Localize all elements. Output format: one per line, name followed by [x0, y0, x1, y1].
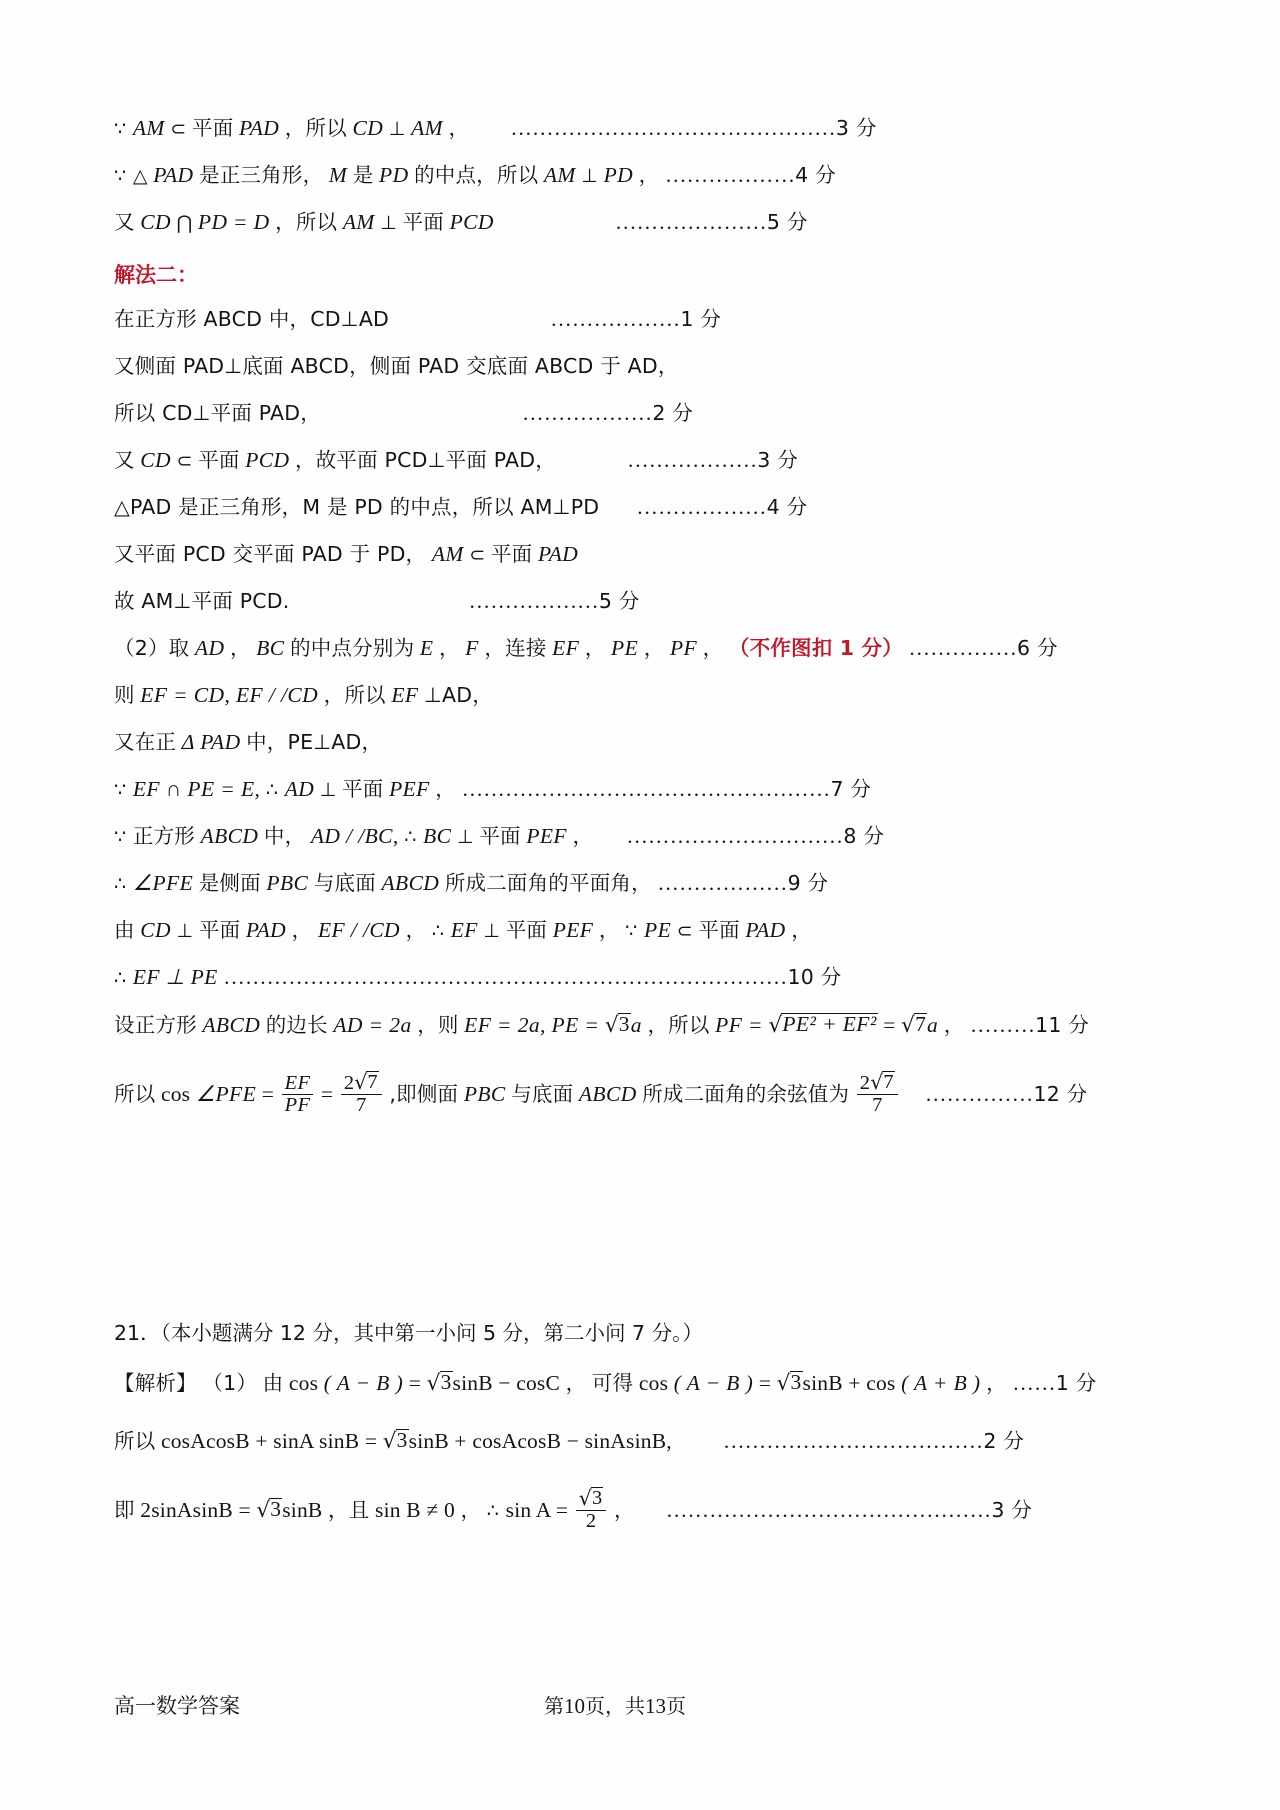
label-plane: 平面	[342, 777, 384, 801]
score-label: 1 分	[1055, 1371, 1097, 1395]
sqrt-3: √3	[604, 1012, 630, 1038]
text-then: ，则	[417, 1013, 459, 1037]
score-label: 4 分	[795, 163, 836, 187]
fraction-2sqrt7-over-7	[341, 1072, 382, 1117]
text-so: ，所以	[323, 683, 386, 707]
dots-leader: ………………	[657, 871, 788, 895]
m2-line-7-text: 故 AM⊥平面 PCD.	[114, 589, 290, 613]
score-label: 3 分	[835, 116, 877, 140]
equals-symbol: =	[408, 1371, 422, 1395]
m2-line-5	[114, 497, 1172, 544]
math-m: M	[328, 163, 348, 187]
score-label: 1 分	[680, 307, 722, 331]
score-label: 11 分	[1035, 1013, 1090, 1037]
line-pe-perp-ad	[114, 732, 1172, 779]
math-ef-cd-expr: EF = CD, EF / /CD	[140, 683, 319, 707]
label-therefore-cn: ，所以	[284, 116, 347, 140]
math-e: E	[419, 636, 434, 660]
sqrt-3: √3	[776, 1370, 802, 1396]
text-that-is: 即	[114, 1497, 135, 1522]
text-from: 由	[262, 1371, 284, 1395]
math-pef: PEF	[552, 918, 594, 942]
solution-line-12points	[114, 1072, 1172, 1146]
math-equals-d: = D	[232, 210, 270, 234]
solution-line-10points	[114, 967, 1172, 1014]
equals-symbol: =	[320, 1081, 334, 1106]
math-pf-equals: PF =	[715, 1013, 763, 1037]
m2-line-4	[114, 450, 1172, 497]
math-am-2: AM	[411, 116, 443, 140]
coefficient-2: 2	[343, 1072, 355, 1094]
section-gap	[114, 1146, 1172, 1316]
math-ad-2a: AD = 2a	[333, 1013, 412, 1037]
perp-symbol: ⊥	[380, 212, 398, 234]
math-abcd: ABCD	[202, 1013, 261, 1037]
text-is: 是	[352, 163, 374, 187]
math-cd: CD	[140, 918, 171, 942]
math-pad: PAD	[238, 116, 280, 140]
fraction-denominator: 7	[857, 1094, 898, 1116]
math-ad: AD	[284, 777, 315, 801]
m2-line-1	[114, 309, 1172, 356]
label-plane: 平面	[192, 116, 234, 140]
fraction-answer-2sqrt7-over-7	[857, 1072, 898, 1117]
comma: ，	[229, 636, 251, 660]
footer-pagination	[544, 1690, 686, 1719]
part-1-label: （1）	[202, 1371, 258, 1395]
math-abcd: ABCD	[200, 824, 259, 848]
sqrt-3-radicand: 3	[591, 1487, 603, 1509]
math-ad-parallel-bc: AD / /BC,	[310, 824, 399, 848]
equals-symbol: =	[261, 1081, 275, 1106]
line-ef-equals-cd	[114, 685, 1172, 732]
text-so: 所以	[114, 1429, 156, 1453]
sqrt-3-radicand: 3	[396, 1428, 408, 1452]
because-symbol: ∵	[114, 780, 128, 801]
text-pe-perp-ad: 中，PE⊥AD，	[246, 730, 383, 754]
score-label: 4 分	[766, 495, 808, 519]
sqrt-7-radicand: 7	[915, 1012, 927, 1036]
comma: ，	[435, 777, 456, 801]
math-cd: CD	[140, 448, 171, 472]
dots-leader: …………………………	[626, 824, 844, 848]
text-also: 又	[114, 210, 135, 234]
triangle-symbol: △	[132, 165, 148, 187]
comma: ，	[291, 918, 313, 942]
fraction-numerator	[576, 1488, 607, 1510]
dots-leader: ………………	[550, 307, 681, 331]
comma: ，	[572, 824, 594, 848]
minus-symbol: −	[498, 1371, 511, 1395]
text-cosine-value: 所成二面角的余弦值为	[642, 1081, 850, 1106]
equals-symbol: =	[758, 1371, 772, 1395]
footer-subject-label: 高一数学答案	[114, 1694, 240, 1718]
math-pef: PEF	[526, 824, 567, 848]
subset-symbol: ⊂	[170, 118, 187, 140]
sqrt-3: √3	[256, 1496, 282, 1523]
subset-symbol: ⊂	[176, 450, 193, 472]
m2-line-3	[114, 403, 1172, 450]
dots-leader: ………………	[664, 163, 796, 187]
solution-line-5points	[114, 212, 1172, 259]
page-footer	[114, 1690, 1172, 1724]
fraction-denominator: PF	[282, 1094, 314, 1116]
perp-symbol: ⊥	[319, 779, 337, 801]
math-ef-pe: EF = 2a, PE =	[464, 1013, 600, 1037]
comma: ，	[439, 636, 460, 660]
math-pbc: PBC	[266, 871, 309, 895]
text-perp-ad: ⊥AD，	[423, 683, 493, 707]
math-pd-2: PD	[603, 163, 634, 187]
sqrt-3-radicand: 3	[618, 1012, 630, 1036]
text-so: ，所以	[275, 210, 338, 234]
math-ef-perp-pe: EF ⊥ PE	[132, 965, 218, 989]
solution-line-9points	[114, 873, 1172, 920]
dots-leader: ……………	[908, 636, 1018, 660]
dots-leader: …………………	[614, 210, 767, 234]
math-var-a: a	[630, 1013, 642, 1037]
m2-line-2-text: 又侧面 PAD⊥底面 ABCD，侧面 PAD 交底面 ABCD 于 AD，	[114, 354, 679, 378]
m2-line-3-text: 所以 CD⊥平面 PAD，	[114, 401, 321, 425]
math-sinb-nonzero: sin B ≠ 0	[375, 1497, 455, 1522]
therefore-symbol: ∴	[114, 874, 128, 895]
math-abcd: ABCD	[578, 1081, 637, 1106]
dots-leader: ………………………………	[722, 1429, 984, 1453]
text-square: 正方形	[132, 824, 195, 848]
perp-symbol: ⊥	[581, 165, 599, 187]
math-pad: PAD	[745, 918, 786, 942]
math-pad: PAD	[245, 918, 287, 942]
text-midpoint: 的中点，所以	[414, 163, 539, 187]
q21-line-2points	[114, 1430, 1172, 1488]
fraction-denominator: 7	[341, 1094, 382, 1116]
math-pad: PAD	[200, 730, 241, 754]
math-bc: BC	[256, 636, 285, 660]
comma: ，	[643, 636, 665, 660]
sqrt-7-radicand: 7	[367, 1071, 378, 1093]
plus-symbol: +	[848, 1371, 861, 1395]
question-21-header-text: 21．（本小题满分 12 分，其中第一小问 5 分，第二小问 7 分。）	[114, 1321, 703, 1345]
text-from: 由	[114, 918, 135, 942]
score-label: 2 分	[652, 401, 693, 425]
line-cd-perp-plane	[114, 920, 1172, 967]
math-cd: CD	[352, 116, 384, 140]
score-label: 5 分	[598, 589, 640, 613]
dots-leader: ……………………………………………………………………	[223, 965, 788, 989]
sqrt-7: √7	[354, 1070, 378, 1094]
score-label: 7 分	[830, 777, 872, 801]
footer-page-prefix: 第	[544, 1694, 564, 1718]
math-pd: PD	[197, 210, 228, 234]
text-dihedral: 所成二面角的平面角，	[444, 871, 652, 895]
solution-line-7points	[114, 779, 1172, 826]
math-am: AM	[342, 210, 375, 234]
fraction-ef-over-pf	[282, 1073, 314, 1117]
score-label: 5 分	[766, 210, 808, 234]
math-var-a-2: a	[927, 1013, 939, 1037]
because-symbol: ∵	[114, 827, 128, 848]
m2-line-5-text: △PAD 是正三角形，M 是 PD 的中点，所以 AM⊥PD	[114, 495, 600, 519]
score-label: 2 分	[983, 1429, 1025, 1453]
text-obtain: 可得	[591, 1371, 634, 1395]
sqrt-3: √3	[426, 1370, 452, 1396]
score-label: 10 分	[787, 965, 842, 989]
therefore-symbol: ∴	[114, 968, 128, 989]
score-label: 3 分	[991, 1497, 1032, 1522]
method-two-heading: 解法二：	[114, 263, 198, 287]
subset-symbol: ⊂	[469, 544, 486, 566]
m2-line-6-text: 又平面 PCD 交平面 PAD 于 PD，	[114, 542, 427, 566]
fraction-numerator	[857, 1072, 898, 1094]
m2-line-1-text: 在正方形 ABCD 中，CD⊥AD	[114, 307, 390, 331]
text-in: 中，	[263, 824, 306, 848]
solution-line-8points	[114, 826, 1172, 873]
sqrt-pe2-ef2-radicand: PE² + EF²	[782, 1012, 877, 1036]
math-pad: PAD	[153, 163, 194, 187]
text-so: 所以	[114, 1081, 156, 1106]
analysis-tag: 【解析】	[114, 1371, 197, 1395]
sqrt-3-radicand: 3	[790, 1370, 802, 1394]
comma: ，	[702, 636, 724, 660]
q21-line-1point	[114, 1372, 1172, 1430]
math-arg-a-plus-b: ( A + B )	[901, 1371, 981, 1395]
comma: ，	[943, 1013, 965, 1037]
q21-line-3points	[114, 1488, 1172, 1562]
text-also: 又	[114, 448, 135, 472]
footer-page-mid: 页，共	[585, 1694, 645, 1718]
label-plane: 平面	[402, 210, 445, 234]
equals-symbol: =	[883, 1013, 896, 1037]
math-pbc: PBC	[463, 1081, 506, 1106]
text-and: ，且	[328, 1497, 370, 1522]
math-pe: PE	[611, 636, 639, 660]
cos-function: cos	[160, 1081, 191, 1106]
therefore-symbol: ∴	[265, 780, 280, 801]
math-pad: PAD	[537, 542, 579, 566]
footer-page-suffix: 页	[666, 1694, 686, 1718]
solution-body	[114, 118, 1172, 1562]
score-label: 9 分	[787, 871, 829, 895]
because-symbol: ∵	[625, 921, 639, 942]
dots-leader: ………………	[468, 589, 599, 613]
math-ef-parallel-cd: EF / /CD	[317, 918, 400, 942]
math-arg-a-minus-b: ( A − B )	[673, 1371, 754, 1395]
math-ef: EF	[450, 918, 478, 942]
dots-leader: ………………	[522, 401, 653, 425]
label-plane: 平面	[198, 448, 240, 472]
math-pf: PF	[669, 636, 698, 660]
sqrt-3-radicand: 3	[440, 1370, 452, 1394]
comma: ，	[405, 918, 427, 942]
label-plane: 平面	[479, 824, 521, 848]
sqrt-7: √7	[870, 1070, 894, 1094]
math-ef: EF	[391, 683, 419, 707]
therefore-symbol: ∵	[114, 119, 128, 140]
comma: ，	[638, 163, 660, 187]
math-arg-a-minus-b: ( A − B )	[323, 1371, 404, 1395]
text-also-in: 又在正	[114, 730, 177, 754]
math-expr-right: sinB + cosAcosB − sinAsinB,	[408, 1429, 672, 1453]
math-cd: CD	[140, 210, 171, 234]
therefore-symbol: ∵	[114, 166, 128, 187]
comma: ，	[584, 636, 606, 660]
text-midpoints: 的中点分别为	[290, 636, 415, 660]
text-and-base: 与底面	[313, 871, 376, 895]
math-am: AM	[132, 116, 165, 140]
sqrt-pe2-ef2: √PE² + EF²	[768, 1012, 877, 1038]
question-21-header	[114, 1316, 1172, 1372]
cos-function: cos	[638, 1371, 669, 1395]
footer-page-number: 10	[564, 1694, 585, 1718]
sqrt-3-radicand: 3	[270, 1496, 282, 1521]
math-f: F	[465, 636, 479, 660]
score-label: 12 分	[1033, 1081, 1088, 1106]
math-2sinasinb: 2sinAsinB =	[140, 1497, 251, 1522]
comma: ，	[986, 1371, 1007, 1395]
sqrt-3: √3	[578, 1486, 603, 1510]
label-plane: 平面	[198, 918, 241, 942]
dots-leader: ………………	[636, 495, 767, 519]
m2-line-7	[114, 591, 1172, 638]
math-angle-pfe: ∠PFE	[195, 1081, 257, 1106]
sin-b: sinB	[282, 1497, 323, 1522]
therefore-symbol: ∴	[486, 1500, 501, 1522]
label-plane: 平面	[490, 542, 533, 566]
sqrt-7-radicand: 7	[883, 1071, 894, 1093]
solution-line-3points	[114, 118, 1172, 165]
text-side-length: 的边长	[265, 1013, 328, 1037]
dots-leader: ……………………………………………	[461, 777, 831, 801]
sin-b: sinB	[452, 1371, 493, 1395]
score-label: 8 分	[843, 824, 885, 848]
text-that-is-side: ,即侧面	[389, 1081, 459, 1106]
part2-label: （2）取	[114, 636, 190, 660]
text-then: 则	[114, 683, 135, 707]
math-ef: EF	[552, 636, 580, 660]
sqrt-3: √3	[382, 1428, 408, 1454]
math-bc: BC	[423, 824, 452, 848]
label-plane: 平面	[505, 918, 548, 942]
comma: ，	[791, 918, 812, 942]
math-pcd: PCD	[449, 210, 494, 234]
perp-symbol: ⊥	[483, 920, 501, 942]
dots-leader: ……	[1012, 1371, 1056, 1395]
math-ad: AD	[194, 636, 225, 660]
cos-function: cos	[866, 1371, 896, 1395]
solution-line-4points	[114, 165, 1172, 212]
m2-line-6	[114, 544, 1172, 591]
comma: ，	[565, 1371, 587, 1395]
dots-leader: ………………………………………	[510, 116, 836, 140]
math-sina-equals: sin A =	[505, 1497, 569, 1522]
math-ef-cap-pe: EF ∩ PE = E,	[132, 777, 261, 801]
part2-line	[114, 638, 1172, 685]
perp-symbol: ⊥	[456, 826, 474, 848]
perp-symbol: ⊥	[388, 118, 406, 140]
text-connect: ，连接	[484, 636, 547, 660]
coefficient-2: 2	[859, 1072, 871, 1094]
math-pd: PD	[379, 163, 409, 187]
m2-line-4-tail: ，故平面 PCD⊥平面 PAD，	[295, 448, 556, 472]
deduction-note: （不作图扣 1 分）	[728, 636, 903, 660]
dots-leader: ………………………………………	[665, 1497, 992, 1522]
therefore-symbol: ∴	[404, 827, 418, 848]
math-pe: PE	[644, 918, 672, 942]
m2-line-2	[114, 356, 1172, 403]
dots-leader: ……………	[924, 1081, 1034, 1106]
subset-symbol: ⊂	[676, 920, 693, 942]
footer-total-pages: 13	[645, 1694, 666, 1718]
fraction-denominator: 2	[576, 1510, 607, 1532]
comma: ，	[613, 1497, 635, 1522]
comma: ，	[448, 116, 470, 140]
triangle-symbol: Δ	[181, 730, 195, 754]
math-angle-pfe: ∠PFE	[132, 871, 194, 895]
label-plane: 平面	[698, 918, 740, 942]
math-am: AM	[543, 163, 576, 187]
sin-b: sinB	[802, 1371, 843, 1395]
fraction-sqrt3-over-2	[576, 1488, 607, 1533]
sqrt-7: √7	[901, 1012, 927, 1038]
comma: ，	[460, 1497, 482, 1522]
text-is-side-face: 是侧面	[198, 871, 261, 895]
dots-leader: ………………	[627, 448, 758, 472]
perp-symbol: ⊥	[176, 920, 194, 942]
math-abcd: ABCD	[381, 871, 440, 895]
math-expr-left: cosAcosB + sinA sinB =	[160, 1429, 378, 1453]
math-pcd: PCD	[245, 448, 290, 472]
solution-line-11points	[114, 1014, 1172, 1072]
text-so: ，所以	[647, 1013, 710, 1037]
text-equilateral: 是正三角形，	[199, 163, 324, 187]
math-pef: PEF	[389, 777, 430, 801]
cos-function: cos	[288, 1371, 319, 1395]
dots-leader: ………	[970, 1013, 1036, 1037]
comma: ，	[598, 918, 620, 942]
text-and-base: 与底面	[511, 1081, 574, 1106]
fraction-numerator: EF	[284, 1072, 311, 1094]
intersection-symbol: ⋂	[176, 212, 193, 234]
score-label: 6 分	[1017, 636, 1058, 660]
math-am: AM	[431, 542, 464, 566]
text-let-square: 设正方形	[114, 1013, 197, 1037]
therefore-symbol: ∴	[431, 921, 446, 942]
cos-c: cosC	[516, 1371, 561, 1395]
fraction-numerator	[341, 1072, 382, 1094]
score-label: 3 分	[757, 448, 798, 472]
